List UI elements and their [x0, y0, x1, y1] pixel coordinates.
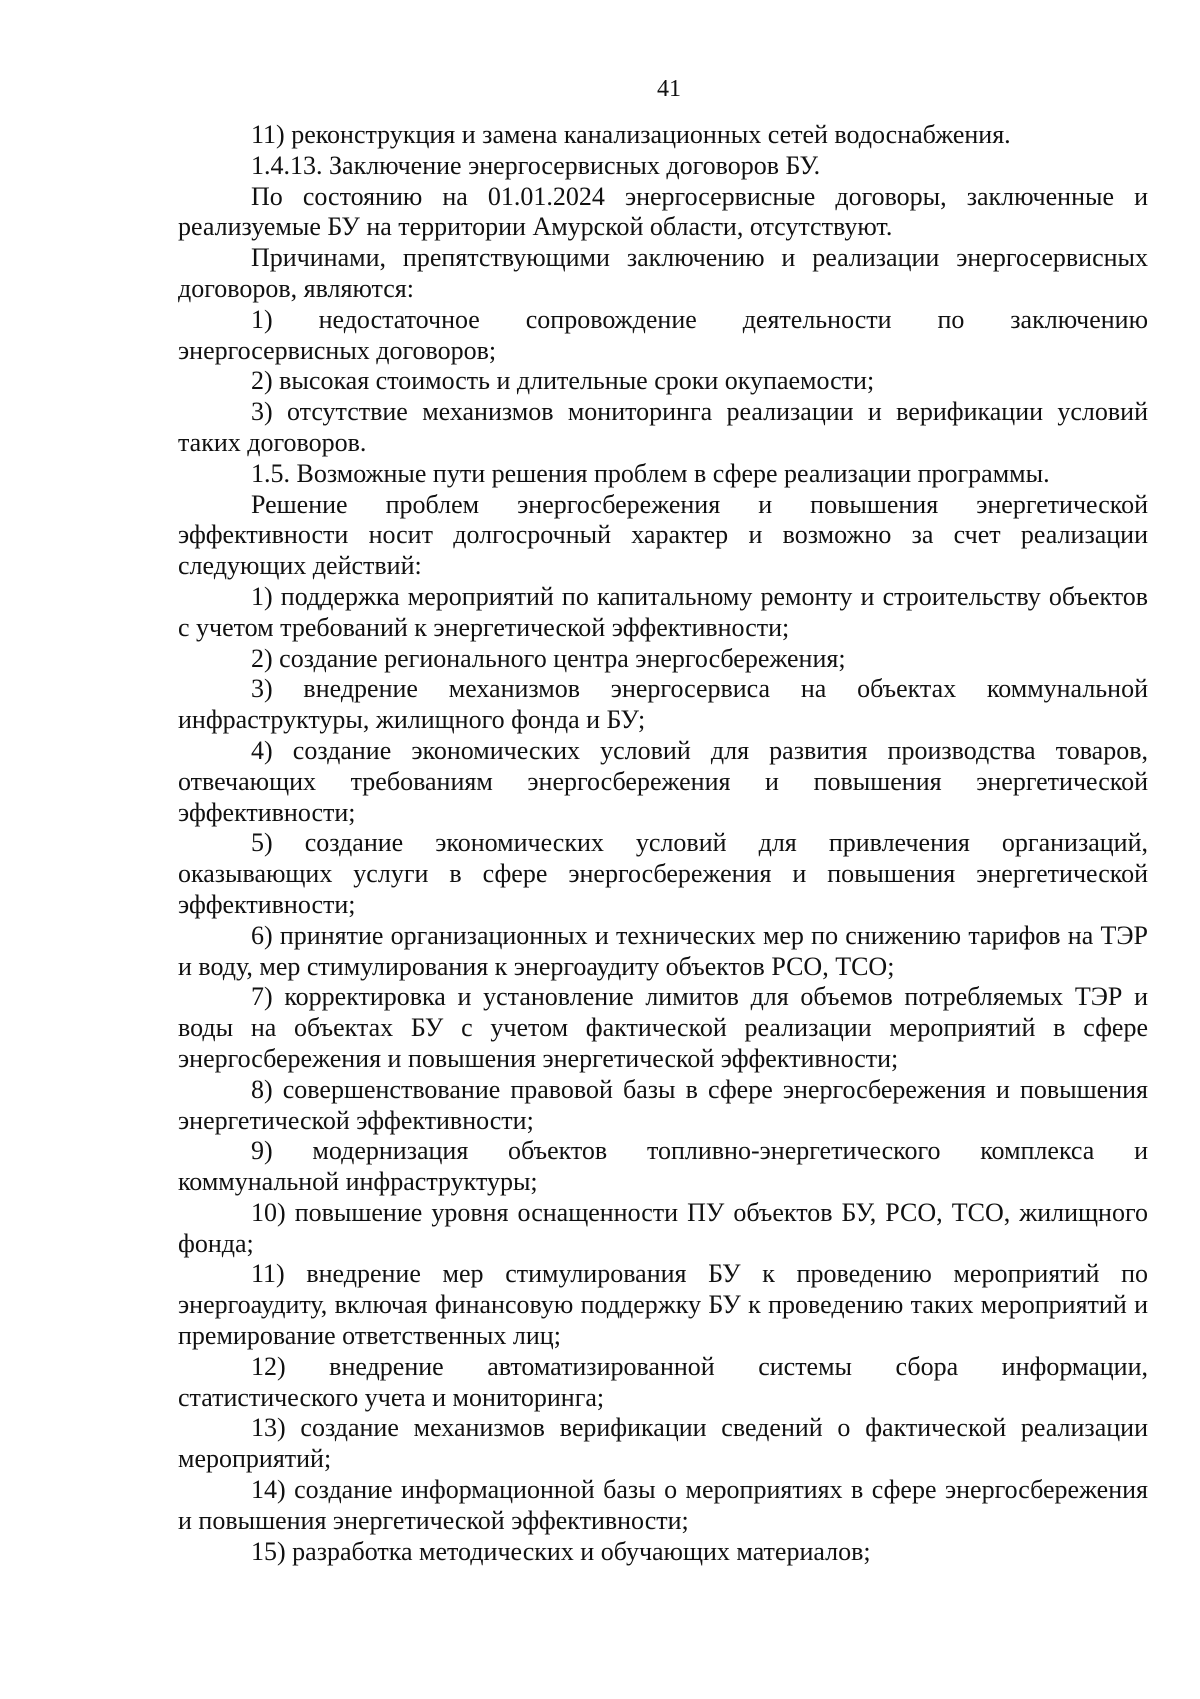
list-item-reason-1: 1) недостаточное сопровождение деятельности по заключению энергосервисных договоров;	[178, 304, 1148, 365]
paragraph-status: По состоянию на 01.01.2024 энергосервисные договоры, заключенные и реализуемые БУ на территории Амурской области, отсутствуют.	[178, 181, 1148, 242]
list-item-action-12: 12) внедрение автоматизированной системы сбора информации, статистического учета и мониторинга;	[178, 1351, 1148, 1412]
list-item-action-15: 15) разработка методических и обучающих материалов;	[251, 1536, 871, 1566]
list-item-action-7: 7) корректировка и установление лимитов для объемов потребляемых ТЭР и воды на объектах БУ с учетом фактической реализации мероприятий в сфере энергосбережения и повышения энергетической эффективности;	[178, 982, 1148, 1073]
list-item-action-13: 13) создание механизмов верификации сведений о фактической реализации мероприятий;	[178, 1413, 1148, 1474]
list-item-action-9: 9) модернизация объектов топливно-энергетического комплекса и коммунальной инфраструктуры;	[178, 1136, 1148, 1197]
list-item-action-4: 4) создание экономических условий для развития производства товаров, отвечающих требованиям энергосбережения и повышения энергетической эффективности;	[178, 735, 1148, 827]
list-item-action-10: 10) повышение уровня оснащенности ПУ объектов БУ, РСО, ТСО, жилищного фонда;	[178, 1197, 1148, 1258]
page-number: 41	[657, 76, 681, 102]
list-item-action-1: 1) поддержка мероприятий по капитальному ремонту и строительству объектов с учетом требований к энергетической эффективности;	[178, 581, 1148, 642]
paragraph-solutions-intro: Решение проблем энергосбережения и повышения энергетической эффективности носит долгосрочный характер и возможно за счет реализации следующих действий:	[178, 489, 1148, 581]
list-item-reason-2: 2) высокая стоимость и длительные сроки окупаемости;	[251, 366, 875, 396]
list-item-action-11: 11) внедрение мер стимулирования БУ к проведению мероприятий по энергоаудиту, включая финансовую поддержку БУ к проведению таких мероприятий и премирование ответственных лиц;	[178, 1259, 1148, 1351]
list-item-action-6: 6) принятие организационных и технических мер по снижению тарифов на ТЭР и воду, мер стимулирования к энергоаудиту объектов РСО, ТСО;	[178, 920, 1148, 981]
list-item-action-3: 3) внедрение механизмов энергосервиса на объектах коммунальной инфраструктуры, жилищного фонда и БУ;	[178, 674, 1148, 735]
paragraph-item-11-sewer: 11) реконструкция и замена канализационных сетей водоснабжения.	[251, 120, 1011, 149]
paragraph-reasons: Причинами, препятствующими заключению и реализации энергосервисных договоров, являются:	[178, 243, 1148, 303]
section-heading-1-4-13: 1.4.13. Заключение энергосервисных договоров БУ.	[251, 150, 821, 180]
list-item-action-5: 5) создание экономических условий для привлечения организаций, оказывающих услуги в сфере энергосбережения и повышения энергетической эффективности;	[178, 828, 1148, 919]
list-item-action-8: 8) совершенствование правовой базы в сфере энергосбережения и повышения энергетической эффективности;	[178, 1074, 1148, 1135]
document-body	[178, 120, 1148, 1567]
list-item-action-2: 2) создание регионального центра энергосбережения;	[251, 643, 846, 673]
list-item-action-14: 14) создание информационной базы о мероприятиях в сфере энергосбережения и повышения энергетической эффективности;	[178, 1475, 1148, 1535]
list-item-reason-3: 3) отсутствие механизмов мониторинга реализации и верификации условий таких договоров.	[178, 397, 1148, 457]
section-heading-1-5: 1.5. Возможные пути решения проблем в сфере реализации программы.	[251, 458, 1050, 488]
